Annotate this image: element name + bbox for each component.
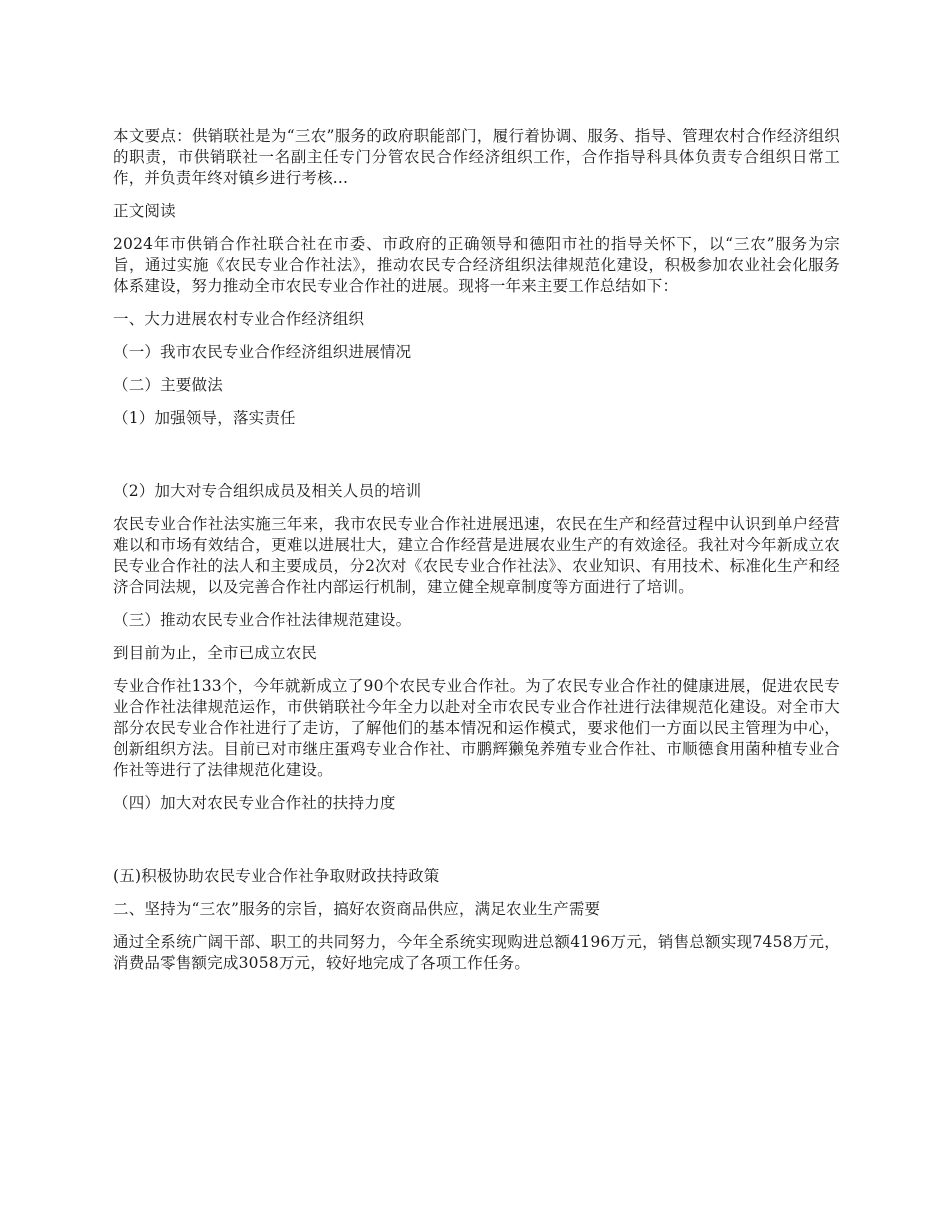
document-body <box>113 126 840 986</box>
intro-paragraph: 2024年市供销合作社联合社在市委、市政府的正确领导和德阳市社的指导关怀下，以“三农”服务为宗旨，通过实施《农民专业合作社法》，推动农民专合经济组织法律规范化建设，积极参加农业社会化服务体系建设，努力推动全市农民专业合作社的进展。现将一年来主要工作总结如下： <box>113 235 840 295</box>
section-label-body: 正文阅读 <box>113 202 176 220</box>
status-line: 到目前为止，全市已成立农民 <box>113 644 318 662</box>
subheading-3: （三）推动农民专业合作社法律规范建设。 <box>113 611 412 629</box>
item-2: （2）加大对专合组织成员及相关人员的培训 <box>113 482 422 500</box>
training-paragraph: 农民专业合作社法实施三年来，我市农民专业合作社进展迅速，农民在生产和经营过程中认识到单户经营难以和市场有效结合，更难以进展壮大，建立合作经营是进展农业生产的有效途径。我社对今年新成立农民专业合作社的法人和主要成员，分2次对《农民专业合作社法》、农业知识、有用技术、标准化生产和经济合同法规，以及完善合作社内部运行机制，建立健全规章制度等方面进行了培训。 <box>113 515 840 596</box>
subheading-2: （二）主要做法 <box>113 376 223 394</box>
summary-paragraph: 本文要点：供销联社是为“三农”服务的政府职能部门，履行着协调、服务、指导、管理农村合作经济组织的职责，市供销联社一名副主任专门分管农民合作经济组织工作，合作指导科具体负责专合组织日常工作，并负责年终对镇乡进行考核... <box>113 127 840 187</box>
subheading-4: （四）加大对农民专业合作社的扶持力度 <box>113 794 396 812</box>
subheading-1: （一）我市农民专业合作经济组织进展情况 <box>113 343 412 361</box>
heading-part-two: 二、坚持为“三农”服务的宗旨，搞好农资商品供应，满足农业生产需要 <box>113 900 601 918</box>
results-paragraph: 通过全系统广阔干部、职工的共同努力，今年全系统实现购进总额4196万元，销售总额实现7458万元，消费品零售额完成3058万元，较好地完成了各项工作任务。 <box>113 933 840 972</box>
subheading-5: (五)积极协助农民专业合作社争取财政扶持政策 <box>113 867 440 885</box>
item-1: （1）加强领导，落实责任 <box>113 409 296 427</box>
cooperatives-paragraph: 专业合作社133个，今年就新成立了90个农民专业合作社。为了农民专业合作社的健康进展，促进农民专业合作社法律规范运作，市供销联社今年全力以赴对全市农民专业合作社进行法律规范化建设。对全市大部分农民专业合作社进行了走访，了解他们的基本情况和运作模式，要求他们一方面以民主管理为中心，创新组织方法。目前已对市继庄蛋鸡专业合作社、市鹏辉獭兔养殖专业合作社、市顺德食用菌种植专业合作社等进行了法律规范化建设。 <box>113 677 840 779</box>
heading-part-one: 一、大力进展农村专业合作经济组织 <box>113 310 365 328</box>
